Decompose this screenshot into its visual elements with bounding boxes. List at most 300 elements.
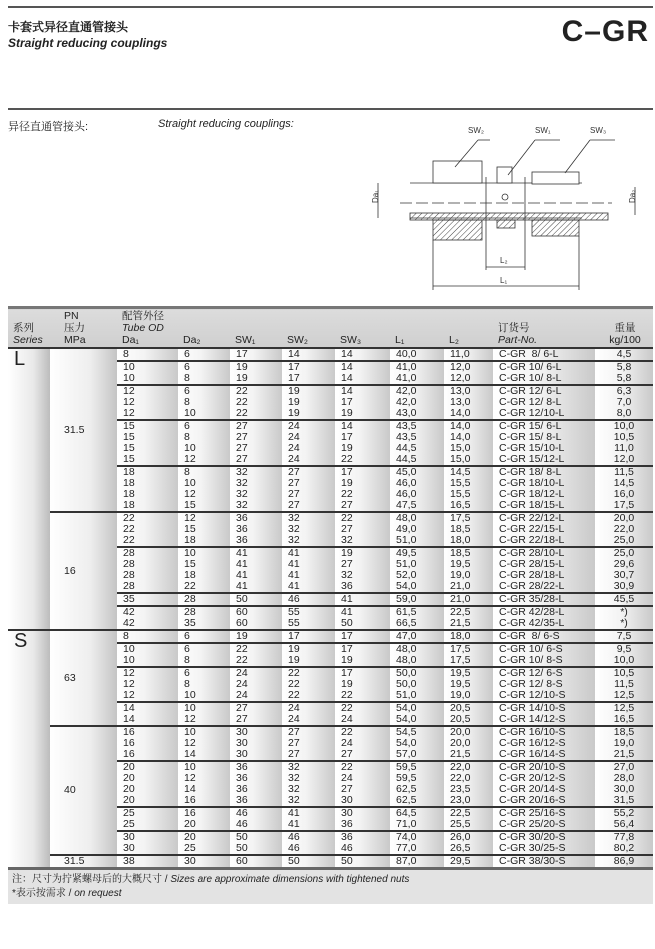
weight-cell: 22,0: [595, 524, 653, 535]
sw2-cell: 27: [282, 489, 335, 500]
product-code: C–GR: [561, 15, 649, 48]
part-no-cell: C-GR 15/ 6-L: [493, 420, 595, 432]
da1-cell: 10: [117, 655, 178, 667]
sw2-cell: 32: [282, 784, 335, 795]
sw2-cell: 22: [282, 690, 335, 702]
title-chinese: 卡套式异径直通管接头: [8, 20, 129, 34]
part-no-cell: C-GR 10/ 6-L: [493, 361, 595, 373]
sw1-cell: 24: [230, 690, 282, 702]
sw3-cell: 36: [335, 581, 390, 593]
sw1-cell: 24: [230, 667, 282, 679]
sw1-cell: 46: [230, 819, 282, 831]
sw1-cell: 22: [230, 655, 282, 667]
header-da2: Da₂: [178, 308, 230, 349]
part-no-cell: C-GR 15/ 8-L: [493, 432, 595, 443]
sw2-cell: 32: [282, 512, 335, 524]
part-no-cell: C-GR 8/ 6-L: [493, 348, 595, 361]
sw1-cell: 27: [230, 420, 282, 432]
sw3-cell: 32: [335, 535, 390, 547]
weight-cell: 7,5: [595, 630, 653, 643]
da1-cell: 12: [117, 667, 178, 679]
da1-cell: 12: [117, 408, 178, 420]
sw3-cell: 50: [335, 855, 390, 867]
l1-cell: 51,0: [390, 535, 444, 547]
da2-cell: 12: [178, 489, 230, 500]
da2-cell: 10: [178, 702, 230, 714]
da1-cell: 42: [117, 606, 178, 618]
part-no-cell: C-GR 16/14-S: [493, 749, 595, 761]
da2-cell: 14: [178, 784, 230, 795]
sw2-cell: 24: [282, 443, 335, 454]
part-no-cell: C-GR 22/15-L: [493, 524, 595, 535]
l1-cell: 54,0: [390, 581, 444, 593]
da1-cell: 10: [117, 361, 178, 373]
da1-cell: 28: [117, 547, 178, 559]
weight-cell: 30,7: [595, 570, 653, 581]
da1-cell: 22: [117, 535, 178, 547]
l1-cell: 54,0: [390, 738, 444, 749]
l1-cell: 61,5: [390, 606, 444, 618]
sw3-cell: 17: [335, 397, 390, 408]
l2-cell: 23,5: [444, 784, 493, 795]
da2-cell: 30: [178, 855, 230, 867]
weight-cell: 18,5: [595, 726, 653, 738]
part-no-cell: C-GR 18/ 8-L: [493, 466, 595, 478]
sw3-cell: 46: [335, 843, 390, 855]
weight-cell: 11,5: [595, 679, 653, 690]
weight-cell: 77,8: [595, 831, 653, 843]
part-no-cell: C-GR 35/28-L: [493, 593, 595, 606]
da1-cell: 15: [117, 432, 178, 443]
sw3-cell: 14: [335, 361, 390, 373]
da2-cell: 12: [178, 738, 230, 749]
da2-cell: 8: [178, 466, 230, 478]
l1-cell: 62,5: [390, 784, 444, 795]
sw3-cell: 41: [335, 593, 390, 606]
da1-cell: 35: [117, 593, 178, 606]
header-weight: 重量 kg/100: [595, 308, 653, 349]
l1-cell: 41,0: [390, 373, 444, 385]
sw1-cell: 36: [230, 524, 282, 535]
da1-cell: 18: [117, 500, 178, 512]
l2-cell: 13,0: [444, 385, 493, 397]
l1-cell: 71,0: [390, 819, 444, 831]
weight-cell: 31,5: [595, 795, 653, 807]
dimensions-table: [8, 306, 653, 867]
sw3-cell: 24: [335, 738, 390, 749]
sw1-cell: 27: [230, 714, 282, 726]
l2-cell: 18,0: [444, 535, 493, 547]
l2-cell: 12,0: [444, 373, 493, 385]
l1-cell: 59,5: [390, 773, 444, 784]
weight-cell: 16,0: [595, 489, 653, 500]
part-no-cell: C-GR 10/ 8-S: [493, 655, 595, 667]
sw2-cell: 19: [282, 408, 335, 420]
sw3-cell: 17: [335, 667, 390, 679]
sw3-cell: 19: [335, 443, 390, 454]
part-no-cell: C-GR 12/ 8-S: [493, 679, 595, 690]
part-no-cell: C-GR 38/30-S: [493, 855, 595, 867]
sw1-cell: 30: [230, 749, 282, 761]
sw3-cell: 50: [335, 618, 390, 630]
l1-cell: 48,0: [390, 643, 444, 655]
l2-cell: 26,5: [444, 843, 493, 855]
weight-cell: 21,5: [595, 749, 653, 761]
weight-cell: 8,0: [595, 408, 653, 420]
da1-cell: 20: [117, 795, 178, 807]
table-header: [8, 308, 653, 349]
weight-cell: 27,0: [595, 761, 653, 773]
part-no-cell: C-GR 20/16-S: [493, 795, 595, 807]
sw2-cell: 24: [282, 432, 335, 443]
series-cell: L: [8, 348, 50, 630]
part-no-cell: C-GR 12/ 8-L: [493, 397, 595, 408]
sw1-cell: 50: [230, 831, 282, 843]
weight-cell: 10,5: [595, 432, 653, 443]
l1-cell: 45,0: [390, 466, 444, 478]
weight-cell: 30,9: [595, 581, 653, 593]
part-no-cell: C-GR 28/10-L: [493, 547, 595, 559]
sw1-cell: 32: [230, 500, 282, 512]
weight-cell: *): [595, 618, 653, 630]
l1-cell: 43,5: [390, 432, 444, 443]
weight-cell: 45,5: [595, 593, 653, 606]
sw1-cell: 32: [230, 466, 282, 478]
weight-cell: 10,0: [595, 655, 653, 667]
da1-cell: 16: [117, 749, 178, 761]
da1-cell: 18: [117, 489, 178, 500]
sw2-cell: 19: [282, 655, 335, 667]
weight-cell: 12,5: [595, 690, 653, 702]
table-row: [8, 855, 653, 867]
weight-cell: 10,5: [595, 667, 653, 679]
l2-cell: 11,0: [444, 348, 493, 361]
header-l2: L₂: [444, 308, 493, 349]
da1-cell: 22: [117, 524, 178, 535]
l2-cell: 21,5: [444, 749, 493, 761]
l1-cell: 50,0: [390, 667, 444, 679]
sw2-cell: 55: [282, 618, 335, 630]
sw3-cell: 36: [335, 831, 390, 843]
l2-cell: 17,5: [444, 512, 493, 524]
weight-cell: 9,5: [595, 643, 653, 655]
label-sw3: SW₃: [590, 126, 607, 135]
da1-cell: 30: [117, 831, 178, 843]
weight-cell: 25,0: [595, 535, 653, 547]
da2-cell: 15: [178, 500, 230, 512]
sw1-cell: 27: [230, 702, 282, 714]
header-sw1: SW₁: [230, 308, 282, 349]
sw1-cell: 36: [230, 795, 282, 807]
da2-cell: 6: [178, 348, 230, 361]
sw3-cell: 19: [335, 478, 390, 489]
l1-cell: 54,5: [390, 726, 444, 738]
da2-cell: 10: [178, 443, 230, 454]
sw2-cell: 32: [282, 761, 335, 773]
da2-cell: 6: [178, 667, 230, 679]
sw3-cell: 24: [335, 773, 390, 784]
sw2-cell: 17: [282, 630, 335, 643]
sw2-cell: 17: [282, 361, 335, 373]
part-no-cell: C-GR 30/25-S: [493, 843, 595, 855]
l1-cell: 51,0: [390, 559, 444, 570]
weight-cell: 80,2: [595, 843, 653, 855]
part-no-cell: C-GR 28/15-L: [493, 559, 595, 570]
l2-cell: 17,5: [444, 643, 493, 655]
header-pn: PN 压力 MPa: [50, 308, 117, 349]
part-no-cell: C-GR 16/12-S: [493, 738, 595, 749]
da2-cell: 6: [178, 420, 230, 432]
da1-cell: 22: [117, 512, 178, 524]
da2-cell: 8: [178, 373, 230, 385]
da2-cell: 10: [178, 761, 230, 773]
da2-cell: 8: [178, 432, 230, 443]
part-no-cell: C-GR 8/ 6-S: [493, 630, 595, 643]
da1-cell: 28: [117, 581, 178, 593]
sw3-cell: 14: [335, 385, 390, 397]
da1-cell: 8: [117, 348, 178, 361]
pressure-cell: 31.5: [50, 855, 117, 867]
da2-cell: 6: [178, 643, 230, 655]
l1-cell: 48,0: [390, 655, 444, 667]
sw1-cell: 22: [230, 643, 282, 655]
l1-cell: 46,0: [390, 489, 444, 500]
da2-cell: 10: [178, 478, 230, 489]
sw2-cell: 24: [282, 714, 335, 726]
table-row: [8, 512, 653, 524]
l1-cell: 52,0: [390, 570, 444, 581]
l1-cell: 42,0: [390, 397, 444, 408]
l1-cell: 48,0: [390, 512, 444, 524]
sw2-cell: 24: [282, 454, 335, 466]
footnotes: [8, 867, 653, 904]
da1-cell: 25: [117, 819, 178, 831]
part-no-cell: C-GR 22/18-L: [493, 535, 595, 547]
part-no-cell: C-GR 42/35-L: [493, 618, 595, 630]
sw3-cell: 14: [335, 373, 390, 385]
part-no-cell: C-GR 10/ 8-L: [493, 373, 595, 385]
l2-cell: 22,0: [444, 761, 493, 773]
header-sw3: SW₃: [335, 308, 390, 349]
part-no-cell: C-GR 25/20-S: [493, 819, 595, 831]
pressure-cell: 31.5: [50, 348, 117, 512]
sw1-cell: 32: [230, 478, 282, 489]
da2-cell: 8: [178, 679, 230, 690]
sw1-cell: 30: [230, 738, 282, 749]
l1-cell: 54,0: [390, 714, 444, 726]
part-no-cell: C-GR 22/12-L: [493, 512, 595, 524]
sw2-cell: 46: [282, 593, 335, 606]
part-no-cell: C-GR 25/16-S: [493, 807, 595, 819]
l2-cell: 22,0: [444, 773, 493, 784]
sw1-cell: 41: [230, 570, 282, 581]
sw1-cell: 19: [230, 373, 282, 385]
part-no-cell: C-GR 28/22-L: [493, 581, 595, 593]
label-l2: L₂: [500, 256, 508, 265]
l2-cell: 19,0: [444, 570, 493, 581]
l2-cell: 20,0: [444, 738, 493, 749]
weight-cell: 10,0: [595, 420, 653, 432]
l2-cell: 21,5: [444, 618, 493, 630]
part-no-cell: C-GR 14/12-S: [493, 714, 595, 726]
weight-cell: *): [595, 606, 653, 618]
sw2-cell: 32: [282, 524, 335, 535]
weight-cell: 86,9: [595, 855, 653, 867]
l2-cell: 17,5: [444, 655, 493, 667]
sw2-cell: 55: [282, 606, 335, 618]
weight-cell: 14,5: [595, 478, 653, 489]
weight-cell: 11,0: [595, 443, 653, 454]
table-section: [8, 306, 653, 904]
da2-cell: 20: [178, 819, 230, 831]
sw2-cell: 27: [282, 726, 335, 738]
sw2-cell: 24: [282, 702, 335, 714]
sw1-cell: 22: [230, 408, 282, 420]
da1-cell: 12: [117, 690, 178, 702]
footnote-sizes: 注：尺寸为拧紧螺母后的大概尺寸 / Sizes are approximate dimensions with tightened nuts: [12, 874, 410, 885]
da2-cell: 8: [178, 655, 230, 667]
sw1-cell: 50: [230, 593, 282, 606]
sw2-cell: 46: [282, 831, 335, 843]
weight-cell: 17,5: [595, 500, 653, 512]
sw1-cell: 19: [230, 361, 282, 373]
part-no-cell: C-GR 15/12-L: [493, 454, 595, 466]
l1-cell: 64,5: [390, 807, 444, 819]
sw3-cell: 27: [335, 524, 390, 535]
footnote-on-request: *表示按需求 / on request: [12, 888, 122, 899]
sw2-cell: 19: [282, 397, 335, 408]
l2-cell: 29,5: [444, 855, 493, 867]
l1-cell: 47,5: [390, 500, 444, 512]
sw2-cell: 14: [282, 348, 335, 361]
da1-cell: 15: [117, 420, 178, 432]
part-no-cell: C-GR 16/10-S: [493, 726, 595, 738]
sw3-cell: 14: [335, 420, 390, 432]
l2-cell: 14,0: [444, 420, 493, 432]
da1-cell: 25: [117, 807, 178, 819]
weight-cell: 12,5: [595, 702, 653, 714]
sw2-cell: 32: [282, 535, 335, 547]
l2-cell: 21,0: [444, 593, 493, 606]
da2-cell: 6: [178, 385, 230, 397]
l2-cell: 14,5: [444, 466, 493, 478]
weight-cell: 5,8: [595, 373, 653, 385]
l2-cell: 13,0: [444, 397, 493, 408]
sw2-cell: 41: [282, 807, 335, 819]
label-sw2: SW₂: [468, 126, 484, 135]
part-no-cell: C-GR 12/10-S: [493, 690, 595, 702]
sw2-cell: 27: [282, 738, 335, 749]
sw2-cell: 27: [282, 500, 335, 512]
sw2-cell: 41: [282, 570, 335, 581]
l2-cell: 14,0: [444, 432, 493, 443]
l1-cell: 59,5: [390, 761, 444, 773]
l1-cell: 49,0: [390, 524, 444, 535]
da2-cell: 28: [178, 606, 230, 618]
top-rule: [8, 6, 653, 8]
l2-cell: 16,5: [444, 500, 493, 512]
da1-cell: 18: [117, 466, 178, 478]
sw2-cell: 46: [282, 843, 335, 855]
l2-cell: 23,0: [444, 795, 493, 807]
sw2-cell: 17: [282, 373, 335, 385]
weight-cell: 16,5: [595, 714, 653, 726]
l2-cell: 15,5: [444, 489, 493, 500]
section-label-english: Straight reducing couplings:: [158, 118, 294, 130]
da2-cell: 10: [178, 547, 230, 559]
sw1-cell: 36: [230, 784, 282, 795]
l1-cell: 44,5: [390, 443, 444, 454]
sw2-cell: 27: [282, 749, 335, 761]
da2-cell: 8: [178, 397, 230, 408]
weight-cell: 25,0: [595, 547, 653, 559]
da2-cell: 12: [178, 454, 230, 466]
sw2-cell: 24: [282, 420, 335, 432]
da2-cell: 6: [178, 630, 230, 643]
l1-cell: 57,0: [390, 749, 444, 761]
sw1-cell: 36: [230, 535, 282, 547]
sw3-cell: 22: [335, 489, 390, 500]
weight-cell: 11,5: [595, 466, 653, 478]
sw1-cell: 32: [230, 489, 282, 500]
sw1-cell: 22: [230, 385, 282, 397]
l1-cell: 42,0: [390, 385, 444, 397]
label-da2: Da₂: [628, 189, 637, 203]
da2-cell: 10: [178, 690, 230, 702]
da2-cell: 10: [178, 726, 230, 738]
sw2-cell: 27: [282, 478, 335, 489]
part-no-cell: C-GR 42/28-L: [493, 606, 595, 618]
header-l1: L₁: [390, 308, 444, 349]
sw3-cell: 22: [335, 761, 390, 773]
sw3-cell: 30: [335, 807, 390, 819]
l2-cell: 19,5: [444, 679, 493, 690]
da1-cell: 20: [117, 773, 178, 784]
da1-cell: 15: [117, 443, 178, 454]
l2-cell: 22,5: [444, 807, 493, 819]
sw3-cell: 32: [335, 570, 390, 581]
sw1-cell: 27: [230, 443, 282, 454]
sw3-cell: 17: [335, 432, 390, 443]
table-row: [8, 348, 653, 361]
part-no-cell: C-GR 12/10-L: [493, 408, 595, 420]
l2-cell: 19,5: [444, 667, 493, 679]
da1-cell: 12: [117, 385, 178, 397]
sw3-cell: 22: [335, 454, 390, 466]
weight-cell: 19,0: [595, 738, 653, 749]
da1-cell: 28: [117, 570, 178, 581]
sw2-cell: 32: [282, 773, 335, 784]
da1-cell: 18: [117, 478, 178, 489]
l1-cell: 51,0: [390, 690, 444, 702]
sw3-cell: 17: [335, 630, 390, 643]
label-sw1: SW₁: [535, 126, 551, 135]
da1-cell: 20: [117, 784, 178, 795]
da2-cell: 15: [178, 559, 230, 570]
l1-cell: 41,0: [390, 361, 444, 373]
l1-cell: 43,5: [390, 420, 444, 432]
da2-cell: 10: [178, 408, 230, 420]
part-no-cell: C-GR 18/10-L: [493, 478, 595, 489]
sw3-cell: 22: [335, 702, 390, 714]
l2-cell: 15,0: [444, 454, 493, 466]
l2-cell: 19,0: [444, 690, 493, 702]
sw1-cell: 41: [230, 559, 282, 570]
sw1-cell: 60: [230, 606, 282, 618]
da1-cell: 15: [117, 454, 178, 466]
da1-cell: 28: [117, 559, 178, 570]
l2-cell: 25,5: [444, 819, 493, 831]
